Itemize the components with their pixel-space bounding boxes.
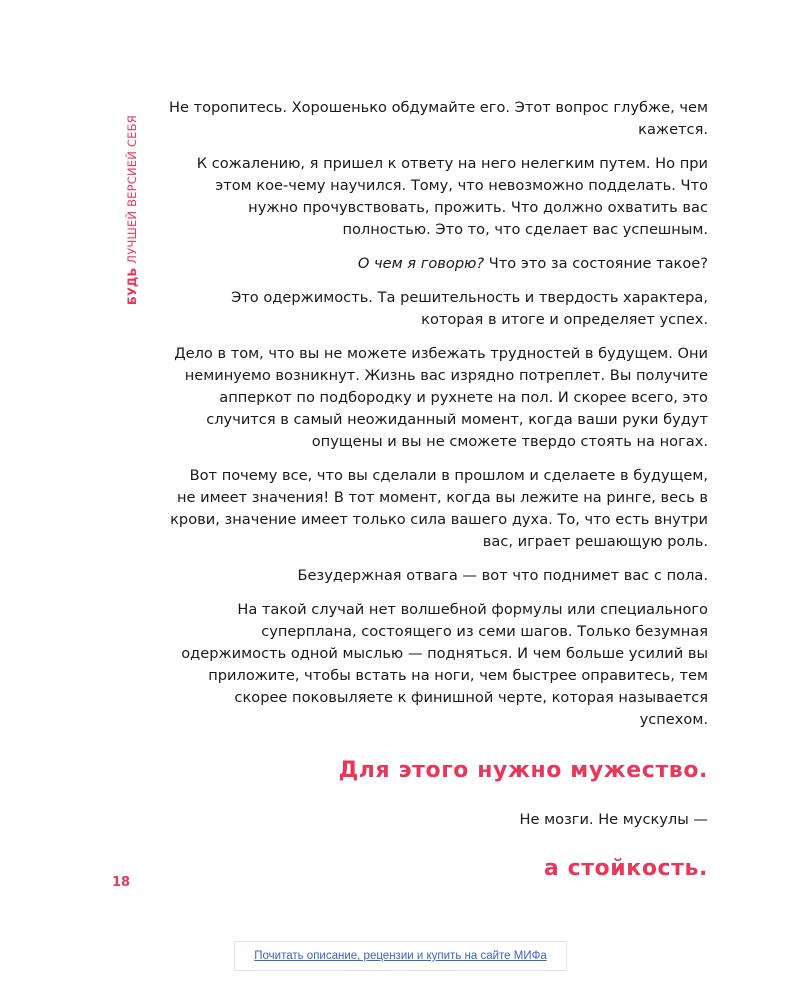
paragraph-2: К сожалению, я пришел к ответу на него нелегким путем. Но при этом кое-чему научился. Тому, что невозможно подделать. Что нужно прочувствовать, прожить. Что должно охватить вас полностью. Это то, что сделает вас успешным.	[196, 155, 708, 238]
paragraph-4: Это одержимость. Та решительность и твердость характера, которая в итоге и определяет успех.	[231, 289, 708, 328]
paragraph-1: Не торопитесь. Хорошенько обдумайте его. Этот вопрос глубже, чем кажется.	[169, 99, 708, 138]
paragraph-8: На такой случай нет волшебной формулы или специального суперплана, состоящего из семи шагов. Только безумная одержимость одной мыслью — подняться. И чем больше усилий вы приложите, чтобы встать на ноги, чем быстрее оправитесь, тем скорее поковыляете к финишной черте, которая называется успехом.	[181, 601, 708, 728]
page-number: 18	[112, 875, 131, 890]
paragraph-5: Дело в том, что вы не можете избежать трудностей в будущем. Они неминуемо возникнут. Жизнь вас изрядно потреплет. Вы получите апперкот по подбородку и рухнете на пол. И скорее всего, это случится в самый неожиданный момент, когда ваши руки будут опущены и вы не сможете твердо стоять на ногах.	[174, 345, 708, 450]
paragraph-3-italic: О чем я говорю?	[357, 255, 485, 272]
paragraph-6: Вот почему все, что вы сделали в прошлом и сделаете в будущем, не имеет значения! В тот момент, когда вы лежите на ринге, весь в крови, значение имеет только сила вашего духа. То, что есть внутри вас, играет решающую роль.	[170, 467, 708, 550]
paragraph-7: Безудержная отвага — вот что поднимет вас с пола.	[297, 567, 708, 584]
page-body	[168, 97, 708, 883]
paragraph-3	[168, 253, 708, 275]
buy-book-link[interactable]: Почитать описание, рецензии и купить на сайте МИФа	[234, 941, 567, 971]
paragraph-3-rest: Что это за состояние такое?	[484, 255, 708, 272]
emphasis-closing: а стойкость.	[543, 856, 708, 881]
book-title-rest: ЛУЧШЕЙ ВЕРСИЕЙ СЕБЯ	[125, 115, 139, 268]
book-title-bold: БУДЬ	[125, 267, 139, 305]
closing-line: Не мозги. Не мускулы —	[519, 811, 708, 828]
running-head	[126, 100, 138, 310]
emphasis-heading: Для этого нужно мужество.	[338, 758, 708, 783]
